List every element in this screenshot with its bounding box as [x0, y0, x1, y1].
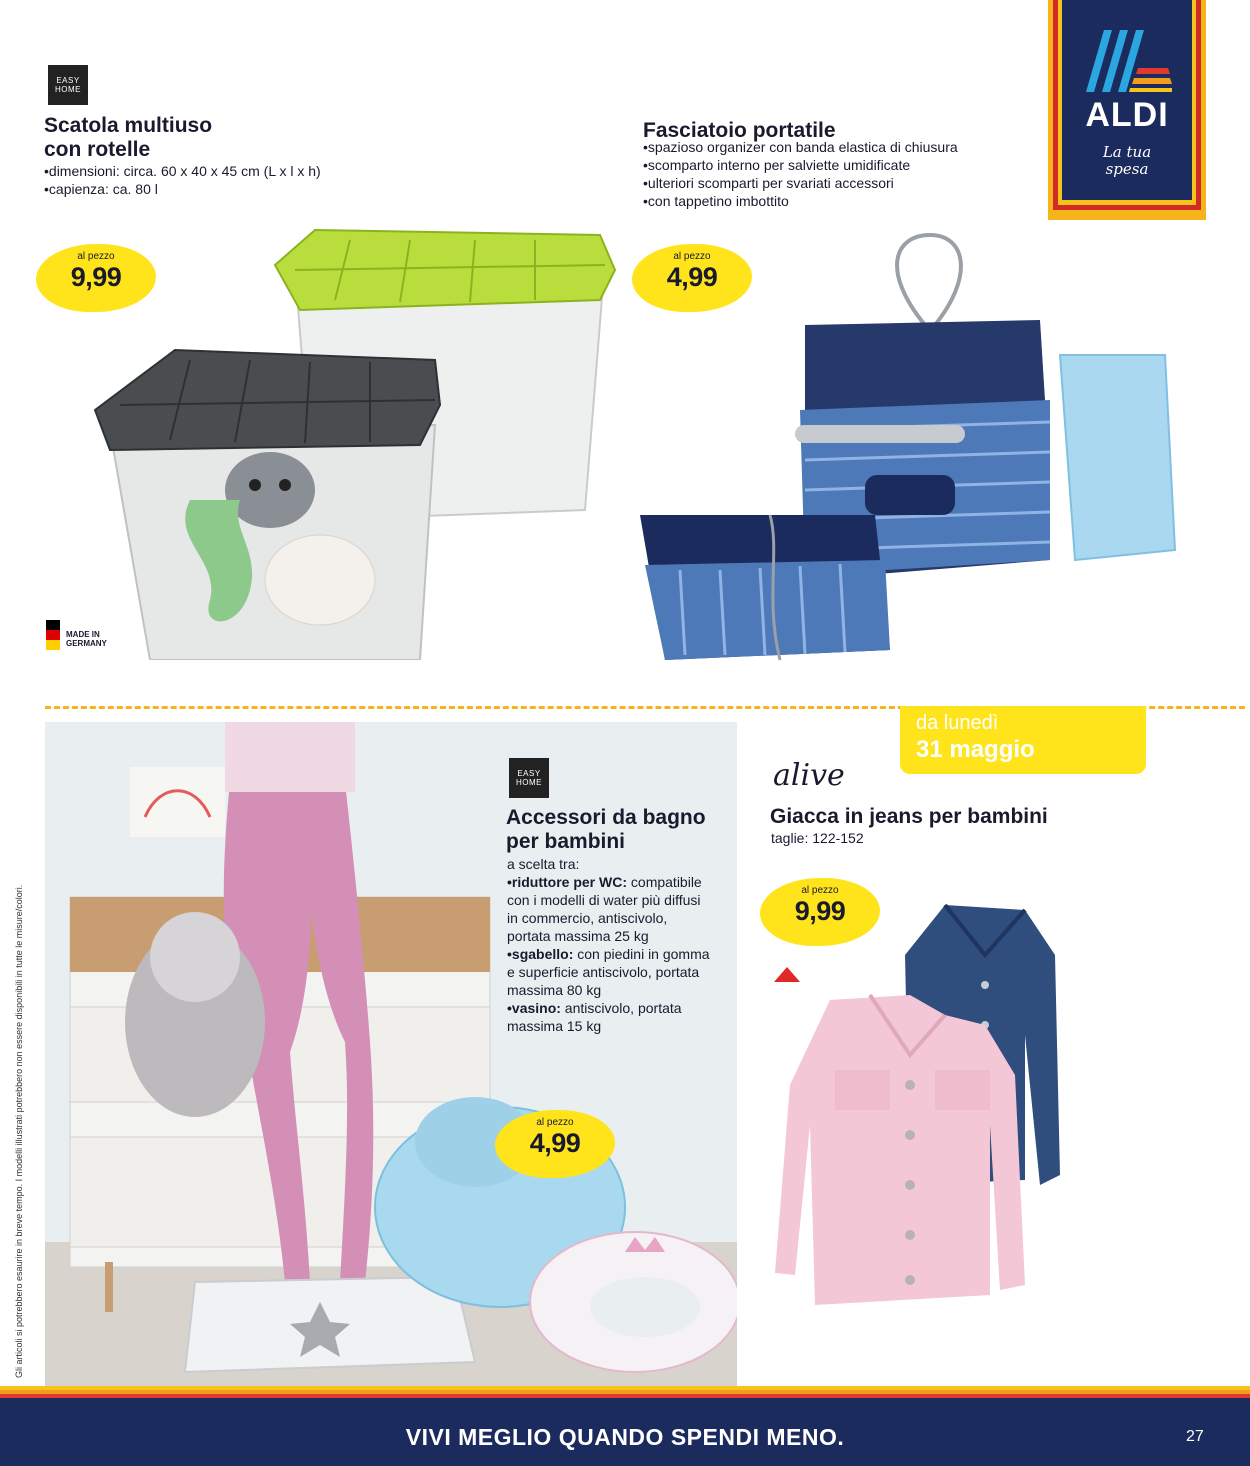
germany-flag-icon: [46, 620, 60, 650]
aldi-stripes-icon: [1082, 30, 1172, 92]
alive-brand-logo: alive: [773, 758, 845, 793]
aldi-wordmark: ALDI: [1085, 96, 1169, 134]
product-title: Giacca in jeans per bambini: [770, 805, 1048, 828]
price-tag: al pezzo 4,99: [632, 244, 752, 312]
aldi-tagline: La tua spesa: [1102, 143, 1152, 178]
price-tag: al pezzo 9,99: [36, 244, 156, 312]
aldi-logo: [1048, 0, 1206, 220]
price-tag: al pezzo 4,99: [495, 1110, 615, 1178]
footer-slogan: VIVI MEGLIO QUANDO SPENDI MENO.: [405, 1424, 845, 1450]
date-badge: da lunedì 31 maggio: [900, 706, 1146, 774]
product-title: Fasciatoio portatile: [643, 119, 836, 142]
product-description: •dimensioni: circa. 60 x 40 x 45 cm (L x l x h) •capienza: ca. 80 l: [44, 163, 321, 197]
denim-jacket-photo: [770, 895, 1070, 1375]
product-description: •spazioso organizer con banda elastica di chiusura •scomparto interno per salviette umidificate •ulteriori scomparti per svariati accessori •con tappetino imbottito: [643, 139, 958, 209]
product-description: a scelta tra: •riduttore per WC: compatibile con i modelli di water più diffusi in commercio, antiscivolo, portata massima 25 kg •sgabello: con piedini in gomma e superficie antiscivolo, portata massima 80 kg •vasino: antiscivolo, portata massima 15 kg: [507, 856, 710, 1034]
price-tag: al pezzo 9,99: [760, 878, 880, 946]
storage-box-photo: [80, 210, 620, 660]
product-sizes: taglie: 122-152: [771, 830, 864, 846]
page-number: 27: [1186, 1428, 1204, 1445]
disclaimer-note: Gli articoli si potrebbero esaurire in breve tempo. I modelli illustrati potrebbero non essere disponibili in tutte le misure/colori.: [14, 884, 24, 1378]
product-title: Accessori da bagno per bambini: [506, 806, 706, 853]
made-in-germany-badge: MADE IN GERMANY: [46, 620, 60, 655]
footer-stripes: [0, 1386, 1250, 1400]
easyhome-brand-logo: EASY HOME: [509, 758, 549, 798]
product-title: Scatola multiuso con rotelle: [44, 114, 213, 161]
easyhome-brand-logo: EASY HOME: [48, 65, 88, 105]
changing-mat-photo: [630, 230, 1210, 665]
footer-bar: [0, 1386, 1250, 1466]
